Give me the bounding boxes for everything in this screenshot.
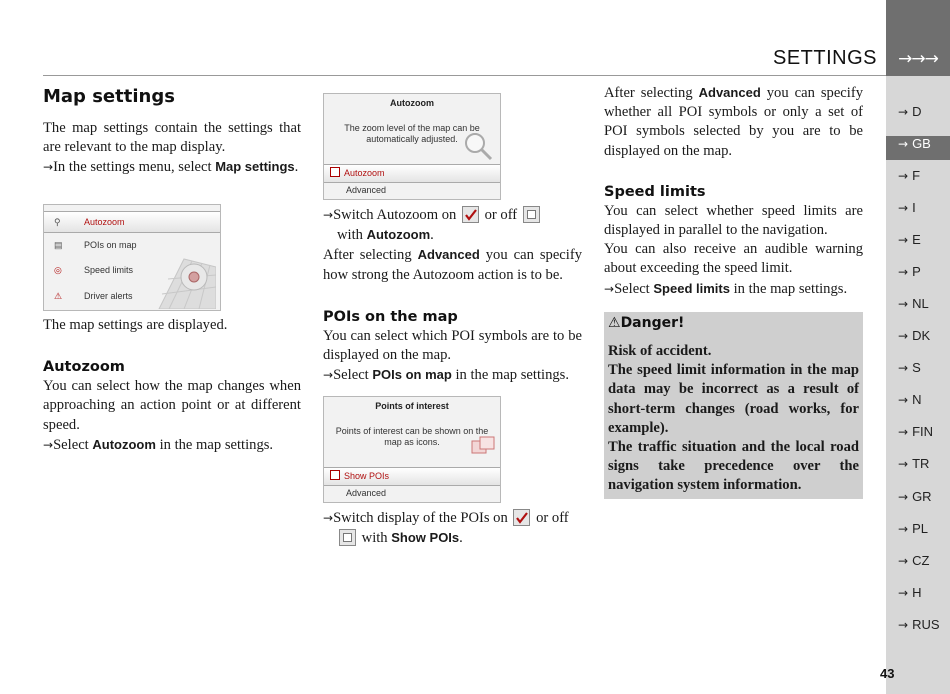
arrow-icon: → [898,393,909,407]
advanced-option[interactable]: Advanced [346,185,387,195]
arrow-icon: → [898,554,909,568]
language-tab-nl[interactable]: → NL [898,296,929,311]
advanced-autozoom-text: After selecting Advanced you can specify how strong the Autozoom action is to be. [323,247,582,283]
column-2-middle [323,206,582,385]
speed-limits-text-2: You can also receive an audible warning about exceeding the speed limit. [604,241,863,277]
step-switch-pois: →Switch display of the POIs on or off with Show POIs. [323,510,569,547]
step-select-pois: →Select POIs on map in the map settings. [323,367,569,384]
arrows-icon: →→→ [898,49,938,69]
arrow-icon: → [898,586,909,600]
column-3 [604,83,863,299]
arrow-icon: → [323,208,334,222]
magnifier-icon: ⚲ [54,217,61,227]
dialog-message: The zoom level of the map can be automatically adjusted. [344,123,480,144]
menu-item-autozoom[interactable]: ⚲ Autozoom [44,211,220,233]
arrow-icon: → [604,281,615,296]
language-tab-cz[interactable]: → CZ [898,553,930,568]
arrow-icon: → [898,201,909,215]
language-tab-d[interactable]: → D [898,104,922,119]
advanced-option[interactable]: Advanced [346,488,387,498]
step-switch-autozoom: →Switch Autozoom on or off with Autozoom. [323,206,582,245]
danger-title: ⚠Danger! [608,315,685,331]
arrow-icon: → [323,511,334,525]
language-tab-tr[interactable]: → TR [898,456,930,471]
advanced-pois-text: After selecting Advanced you can specify whether all POI symbols or only a set of POI symbols selected by you are to be displayed on the map. [604,85,863,159]
magnifier-icon [462,130,494,162]
menu-item-pois-on-map[interactable]: ▤ POIs on map [44,237,220,254]
language-tab-s[interactable]: → S [898,360,921,375]
arrow-icon: → [898,297,909,311]
arrow-icon: → [898,265,909,279]
arrow-icon: → [898,233,909,247]
checkbox-checked-icon [513,509,530,526]
language-tab-rus[interactable]: → RUS [898,617,940,632]
checkbox-checked-icon [330,470,340,480]
arrow-icon: → [323,368,334,383]
header-divider [43,75,886,76]
arrow-icon: → [898,425,909,439]
intro-text: The map settings contain the settings that are relevant to the map display. [43,120,301,156]
language-tab-dk[interactable]: → DK [898,328,931,343]
arrow-icon: → [898,105,909,119]
page-number: 43 [880,666,895,681]
arrow-icon: → [898,361,909,375]
autozoom-heading: Autozoom [43,359,125,376]
arrow-icon: → [898,457,909,471]
danger-text [608,342,859,496]
arrow-icon: → [898,490,909,504]
dialog-message: Points of interest can be shown on the map as icons. [335,426,489,447]
column-2-lower [323,509,582,548]
language-tab-gr[interactable]: → GR [898,489,932,504]
poi-icon: ▤ [54,240,63,250]
section-title: SETTINGS [773,47,878,69]
page-title: Map settings [43,86,175,107]
danger-box [604,312,863,499]
language-tab-e[interactable]: → E [898,232,921,247]
language-tab-n[interactable]: → N [898,392,922,407]
language-tab-p[interactable]: → P [898,264,921,279]
step-select-speed-limits: →Select Speed limits in the map settings. [604,280,848,297]
danger-line-1: Risk of accident. [608,343,712,359]
warning-icon: ⚠ [54,291,63,301]
arrow-icon: → [43,437,54,452]
autozoom-text: You can select how the map changes when approaching an action point or at different speed. [43,378,301,433]
map-settings-menu-screenshot [43,204,221,311]
step-select-autozoom: →Select Autozoom in the map settings. [43,436,274,453]
points-of-interest-screenshot [323,396,501,503]
displayed-text: The map settings are displayed. [43,317,228,333]
speed-limits-text-1: You can select whether speed limits are displayed in parallel to the navigation. [604,202,863,239]
checkbox-unchecked-icon [523,206,540,223]
arrow-icon: → [898,169,909,183]
speed-limits-heading: Speed limits [604,183,706,200]
language-tab-gb[interactable]: → GB [886,136,950,160]
column-1 [43,86,301,178]
arrow-icon: → [898,329,909,343]
column-1-lower [43,316,301,455]
language-tab-i[interactable]: → I [898,200,916,215]
arrow-icon: → [898,137,909,151]
poi-icons-graphic [470,435,498,461]
language-tab-h[interactable]: → H [898,585,922,600]
arrow-icon: → [43,160,54,175]
pois-text: You can select which POI symbols are to be displayed on the map. [323,327,582,364]
speed-limit-icon: ◎ [54,265,62,275]
autozoom-screenshot [323,93,501,200]
warning-triangle-icon: ⚠ [608,315,621,331]
language-tab-fin[interactable]: → FIN [898,424,934,439]
show-pois-option[interactable]: Show POIs [324,467,500,486]
dialog-title: Autozoom [390,98,434,108]
menu-item-driver-alerts[interactable]: ⚠ Driver alerts [44,288,220,305]
checkbox-checked-icon [462,206,479,223]
menu-item-speed-limits[interactable]: ◎ Speed limits [44,262,220,279]
pois-heading: POIs on the map [323,308,458,325]
language-tab-pl[interactable]: → PL [898,521,928,536]
danger-line-3: The traffic situation and the local road signs take precedence over the navigation system information. [608,439,859,494]
checkbox-unchecked-icon [339,529,356,546]
step-select-map-settings: →In the settings menu, select Map settings. [43,159,299,176]
danger-line-2: The speed limit information in the map data may be incorrect as a result of short-term changes (road works, for example). [608,362,859,436]
checkbox-checked-icon [330,167,340,177]
dialog-title: Points of interest [375,401,449,411]
arrow-icon: → [898,618,909,632]
language-tab-f[interactable]: → F [898,168,921,183]
arrow-icon: → [898,522,909,536]
autozoom-option[interactable]: Autozoom [324,164,500,183]
